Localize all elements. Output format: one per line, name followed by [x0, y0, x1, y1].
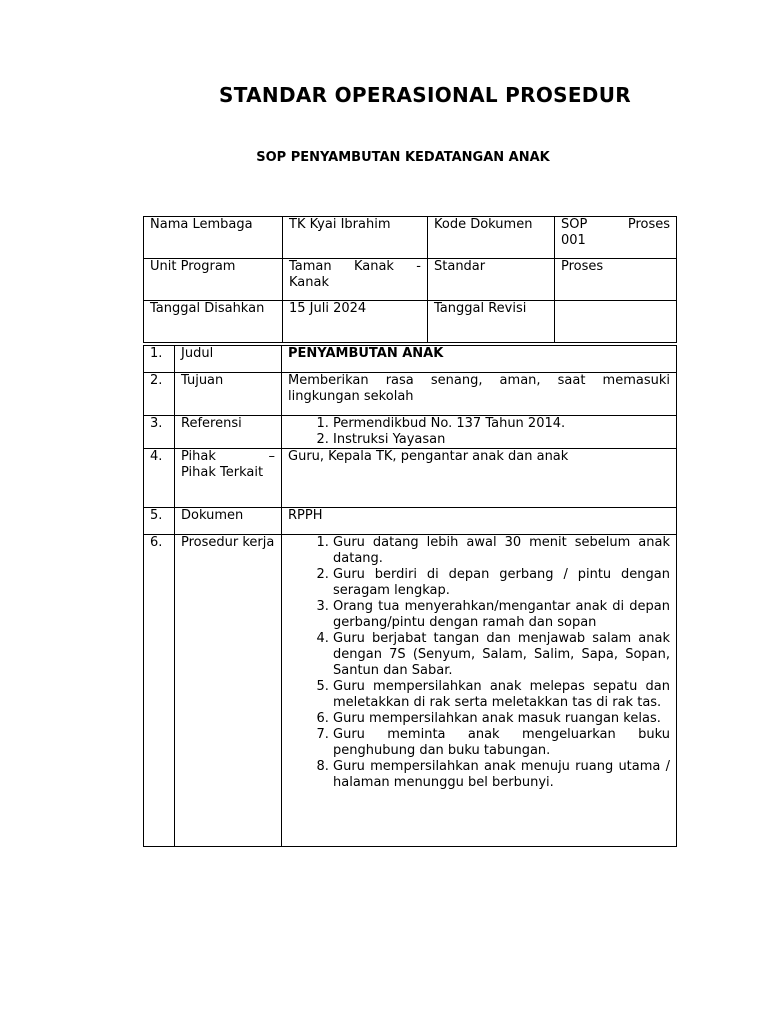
document-title: STANDAR OPERASIONAL PROSEDUR	[219, 83, 631, 107]
row-number: 1.	[144, 346, 175, 373]
row-content: PENYAMBUTAN ANAK	[282, 346, 677, 373]
info-label: Nama Lembaga	[144, 217, 283, 259]
row-number: 3.	[144, 416, 175, 449]
row-label: Tujuan	[175, 373, 282, 416]
row-content	[282, 535, 677, 847]
label-part: Pihak	[181, 449, 216, 464]
row-number: 6.	[144, 535, 175, 847]
row-number: 5.	[144, 508, 175, 535]
info-label: Unit Program	[144, 259, 283, 301]
kode-part: Proses	[627, 217, 670, 232]
info-value	[555, 301, 677, 343]
unit-part: Taman	[289, 259, 332, 274]
list-item: 8. Guru mempersilahkan anak menuju ruang utama / halaman menunggu bel berbunyi.	[333, 759, 670, 791]
info-value: Proses	[555, 259, 677, 301]
row-label: Judul	[175, 346, 282, 373]
sop-row-tujuan	[144, 373, 677, 416]
referensi-list	[288, 416, 670, 448]
label-part: Pihak Terkait	[181, 465, 264, 480]
row-number: 2.	[144, 373, 175, 416]
info-row-unit-program	[144, 259, 677, 301]
list-item: 1. Permendikbud No. 137 Tahun 2014.	[333, 416, 670, 432]
row-label: Prosedur kerja	[175, 535, 282, 847]
prosedur-list	[288, 535, 670, 791]
row-label	[175, 449, 282, 508]
kode-dokumen-value	[561, 217, 670, 233]
list-item: 1. Guru datang lebih awal 30 menit sebelum anak datang.	[333, 535, 670, 567]
list-item: 2. Guru berdiri di depan gerbang / pintu dengan seragam lengkap.	[333, 567, 670, 599]
label-part: –	[268, 449, 275, 464]
row-content: RPPH	[282, 508, 677, 535]
sop-row-referensi	[144, 416, 677, 449]
document-subtitle: SOP PENYAMBUTAN KEDATANGAN ANAK	[256, 150, 550, 165]
list-item: 4. Guru berjabat tangan dan menjawab salam anak dengan 7S (Senyum, Salam, Salim, Sapa, Sopan, Santun dan Sabar.	[333, 631, 670, 679]
info-table	[143, 216, 677, 343]
row-content: Guru, Kepala TK, pengantar anak dan anak	[282, 449, 677, 508]
row-content: Memberikan rasa senang, aman, saat memasuki lingkungan sekolah	[282, 373, 677, 416]
unit-program-value	[289, 259, 421, 275]
row-label: Dokumen	[175, 508, 282, 535]
info-row-nama-lembaga	[144, 217, 677, 259]
info-row-tanggal	[144, 301, 677, 343]
info-value: TK Kyai Ibrahim	[283, 217, 428, 259]
sop-row-prosedur-kerja	[144, 535, 677, 847]
sop-row-judul	[144, 346, 677, 373]
unit-part: Kanak	[353, 259, 394, 274]
row-label: Referensi	[175, 416, 282, 449]
row-number: 4.	[144, 449, 175, 508]
sop-row-dokumen	[144, 508, 677, 535]
info-value: 15 Juli 2024	[283, 301, 428, 343]
pihak-label	[181, 449, 275, 465]
list-item: 3. Orang tua menyerahkan/mengantar anak di depan gerbang/pintu dengan ramah dan sopan	[333, 599, 670, 631]
unit-part: -	[416, 259, 421, 274]
list-item: 7. Guru meminta anak mengeluarkan buku penghubung dan buku tabungan.	[333, 727, 670, 759]
kode-part: SOP	[561, 217, 588, 232]
kode-part: 001	[561, 233, 586, 248]
sop-row-pihak-terkait	[144, 449, 677, 508]
list-item: 2. Instruksi Yayasan	[333, 432, 670, 448]
info-label: Tanggal Revisi	[428, 301, 555, 343]
info-value	[283, 259, 428, 301]
info-label: Standar	[428, 259, 555, 301]
info-label: Tanggal Disahkan	[144, 301, 283, 343]
list-item: 5. Guru mempersilahkan anak melepas sepatu dan meletakkan di rak serta meletakkan tas di rak tas.	[333, 679, 670, 711]
unit-part: Kanak	[289, 275, 329, 290]
info-label: Kode Dokumen	[428, 217, 555, 259]
sop-table	[143, 345, 677, 847]
row-content	[282, 416, 677, 449]
info-value	[555, 217, 677, 259]
list-item: 6. Guru mempersilahkan anak masuk ruangan kelas.	[333, 711, 670, 727]
